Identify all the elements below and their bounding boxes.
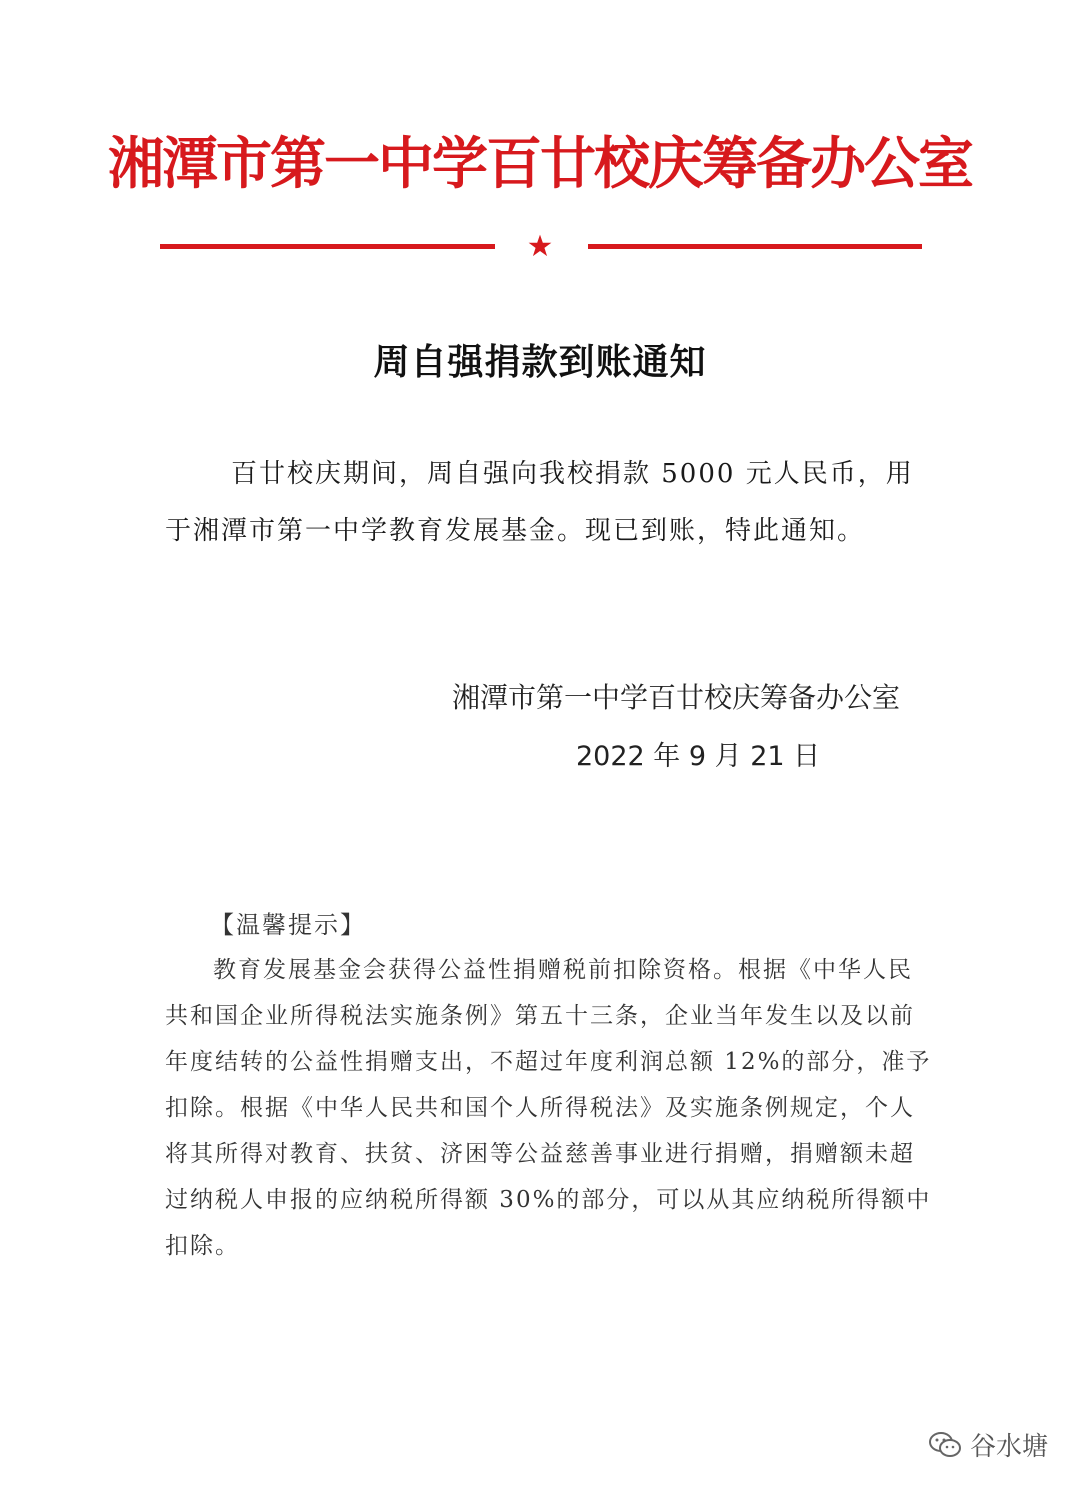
tip-heading: 【温馨提示】	[210, 911, 366, 939]
signature-date: 2022 年 9 月 21 日	[576, 741, 821, 772]
tip-body	[165, 947, 932, 1269]
wechat-icon	[928, 1430, 962, 1460]
tip-line: 扣除。	[165, 1233, 240, 1259]
notice-title: 周自强捐款到账通知	[373, 341, 707, 383]
account-watermark	[928, 1426, 1048, 1463]
tip-line: 扣除。根据《中华人民共和国个人所得税法》及实施条例规定，个人	[165, 1095, 915, 1121]
tip-line: 将其所得对教育、扶贫、济困等公益慈善事业进行捐赠，捐赠额未超	[165, 1141, 915, 1167]
notice-body-line: 百廿校庆期间，周自强向我校捐款 5000 元人民币，用	[231, 459, 914, 489]
notice-body-line: 于湘潭市第一中学教育发展基金。现已到账，特此通知。	[165, 516, 866, 546]
letterhead-title: 湘潭市第一中学百廿校庆筹备办公室	[108, 131, 972, 197]
tip-line: 过纳税人申报的应纳税所得额 30%的部分，可以从其应纳税所得额中	[165, 1187, 932, 1213]
tip-line: 年度结转的公益性捐赠支出，不超过年度利润总额 12%的部分，准予	[165, 1049, 932, 1075]
signature-org: 湘潭市第一中学百廿校庆筹备办公室	[452, 681, 901, 714]
letterhead-rule-left	[160, 244, 495, 249]
tip-line: 教育发展基金会获得公益性捐赠税前扣除资格。根据《中华人民	[213, 957, 913, 983]
tip-line: 共和国企业所得税法实施条例》第五十三条，企业当年发生以及以前	[165, 1003, 915, 1029]
watermark-text: 谷水塘	[970, 1432, 1049, 1462]
notice-body	[165, 446, 915, 560]
letterhead-rule-right	[588, 244, 922, 249]
star-icon	[527, 233, 553, 259]
